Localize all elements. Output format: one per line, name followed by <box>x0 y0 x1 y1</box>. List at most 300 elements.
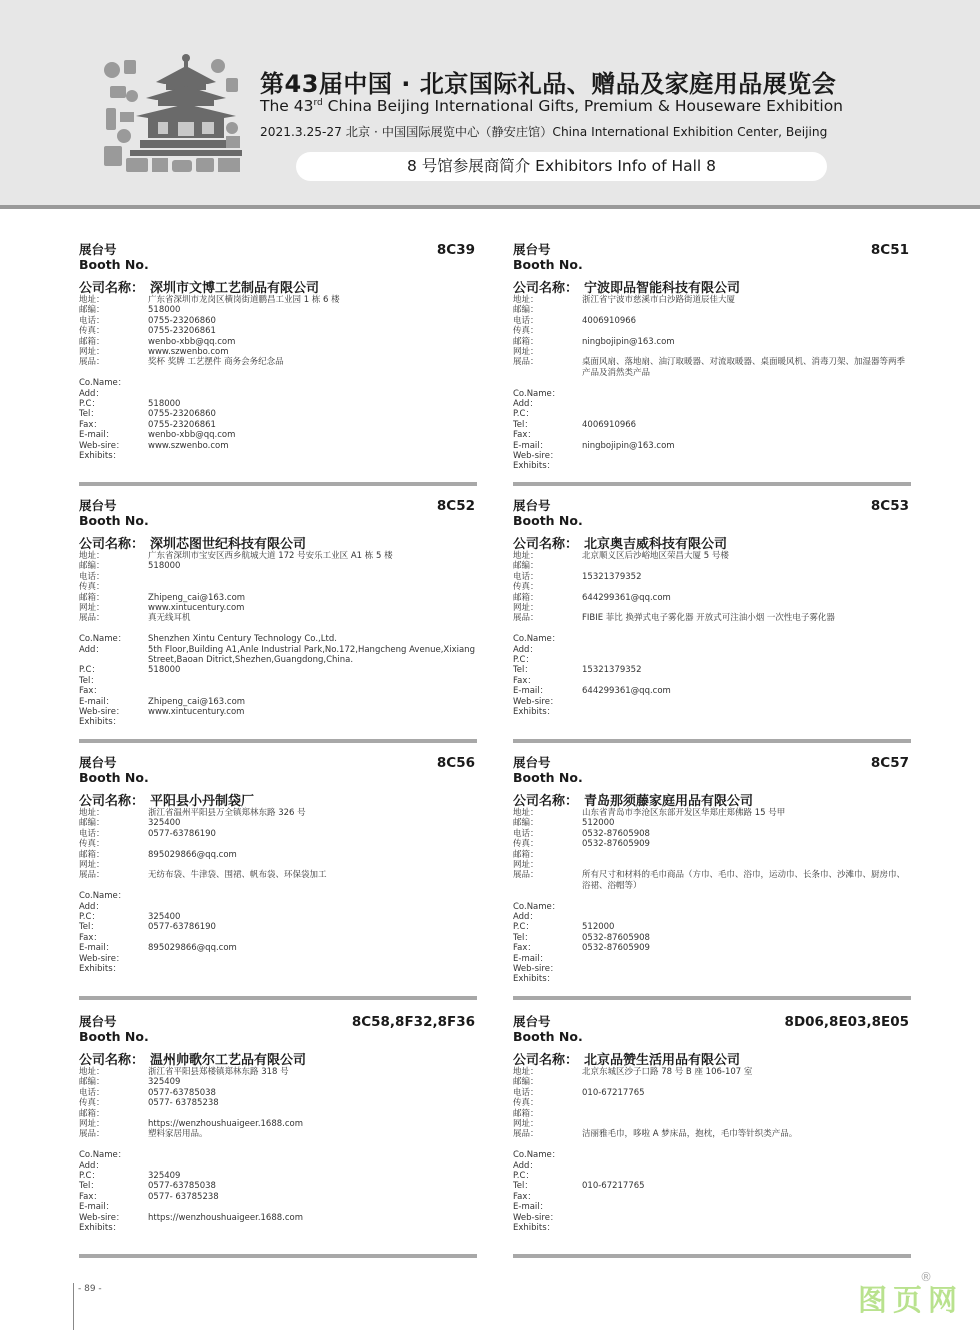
field-value: 4006910966 <box>582 315 637 326</box>
field-web <box>513 347 911 357</box>
field-label: 传真： <box>513 326 539 337</box>
field-value: https://wenzhoushuaigeer.1688.com <box>148 1212 304 1223</box>
field-label: 电话： <box>79 315 105 326</box>
booth-label-en: Booth No. <box>513 1029 583 1044</box>
booth-label-cn: 展台号 <box>79 498 117 513</box>
field-label: E-mail： <box>79 1202 115 1213</box>
field-gap <box>79 1140 477 1150</box>
field-gap <box>513 378 911 388</box>
field-label: 传真： <box>513 582 539 593</box>
field-value <box>582 347 911 357</box>
page-margin-line <box>73 1283 74 1330</box>
booth-label-cn: 展台号 <box>79 755 117 770</box>
company-label: 公司名称： <box>79 794 145 809</box>
field-pc-en <box>513 922 911 932</box>
field-exhibits-en <box>513 461 911 471</box>
field-tel-en <box>79 676 477 686</box>
field-label: 传真： <box>79 839 105 850</box>
booth-number: 8D06,8E03,8E05 <box>784 1014 909 1030</box>
field-label: Exhibits： <box>513 707 556 718</box>
field-tel <box>79 829 477 839</box>
field-value: 895029866@qq.com <box>148 943 237 954</box>
field-label: Tel： <box>79 922 99 933</box>
field-tel <box>79 572 477 582</box>
field-value <box>582 461 911 471</box>
company-name-line <box>513 277 740 296</box>
field-value: 0577- 63785238 <box>148 1098 219 1109</box>
company-name: 北京奥吉威科技有限公司 <box>584 537 728 552</box>
field-value: wenbo-xbb@qq.com <box>148 336 236 347</box>
field-label: Tel： <box>513 665 533 676</box>
contact-fields <box>79 808 477 974</box>
field-label: Add： <box>79 1160 104 1171</box>
card-separator <box>79 739 477 743</box>
booth-label-cn: 展台号 <box>79 242 117 257</box>
field-addr <box>513 808 911 818</box>
field-value <box>582 912 911 922</box>
field-label: Web-sire： <box>513 451 559 462</box>
field-label: 展品： <box>513 1129 539 1140</box>
field-label: 地址： <box>79 551 105 561</box>
field-value <box>148 451 477 461</box>
contact-fields <box>513 1067 911 1233</box>
field-value <box>582 1161 911 1171</box>
exhibition-logo-icon <box>100 52 242 174</box>
field-label: 邮编： <box>79 1077 105 1088</box>
field-email <box>513 850 911 860</box>
field-label: 邮箱： <box>79 336 105 347</box>
field-gap <box>513 1140 911 1150</box>
field-value <box>148 378 477 388</box>
field-value: 0532-87605909 <box>582 943 650 954</box>
company-label: 公司名称： <box>513 794 579 809</box>
field-email <box>79 337 477 347</box>
field-web-en <box>513 697 911 707</box>
field-value <box>148 860 477 870</box>
field-value <box>148 717 477 727</box>
field-fax-en <box>79 933 477 943</box>
field-value <box>148 902 477 912</box>
field-web <box>513 860 911 870</box>
field-label: 地址： <box>79 295 105 305</box>
company-name-line <box>79 277 319 296</box>
field-label: 地址： <box>513 295 539 305</box>
contact-fields <box>513 295 911 472</box>
field-value <box>582 1150 911 1160</box>
field-value <box>148 1161 477 1171</box>
field-fax <box>513 1098 911 1108</box>
field-value <box>582 1098 911 1108</box>
field-web-en <box>79 954 477 964</box>
field-label: 展品： <box>79 1129 105 1140</box>
field-label: 邮箱： <box>79 1108 105 1119</box>
field-exhibits <box>513 1129 911 1139</box>
field-value: 山东省青岛市李沧区东部开发区华郑庄郑佛路 15 号甲 <box>582 808 786 818</box>
field-label: Co.Name： <box>513 1150 561 1161</box>
field-label: 传真： <box>79 582 105 593</box>
field-value: 518000 <box>148 305 181 316</box>
field-value <box>582 451 911 461</box>
company-label: 公司名称： <box>513 537 579 552</box>
field-tel-en <box>513 420 911 430</box>
field-tel-en <box>79 922 477 932</box>
field-exhibits-en <box>79 1223 477 1233</box>
booth-heading <box>79 242 149 272</box>
company-name: 温州帅歌尔工艺品有限公司 <box>150 1053 307 1068</box>
field-value: FIBIE 菲比 换弹式电子雾化器 开放式可注油小烟 一次性电子雾化器 <box>582 613 835 624</box>
field-label: Web-sire： <box>513 964 559 975</box>
field-label: 电话： <box>79 828 105 839</box>
booth-number: 8C52 <box>436 498 475 514</box>
booth-label-cn: 展台号 <box>79 1014 117 1029</box>
card-separator <box>513 739 911 743</box>
field-label: 网址： <box>79 860 105 871</box>
field-value: 0532-87605908 <box>582 828 650 839</box>
field-email-en <box>513 1202 911 1212</box>
title-en-rest: China Beijing International Gifts, Premium & Houseware Exhibition <box>322 97 844 115</box>
field-label: P.C： <box>513 922 534 933</box>
field-tel <box>513 829 911 839</box>
field-label: 邮编： <box>513 818 539 829</box>
field-fax <box>79 1098 477 1108</box>
field-value: 0532-87605908 <box>582 932 650 943</box>
field-web <box>513 1119 911 1129</box>
company-name-line <box>79 790 254 809</box>
company-name-line <box>513 533 727 552</box>
card-separator <box>79 996 477 1000</box>
contact-fields <box>79 1067 477 1233</box>
field-label: 网址： <box>79 1119 105 1130</box>
field-gap <box>79 368 477 378</box>
field-label: Web-sire： <box>513 1212 559 1223</box>
field-label: Co.Name： <box>513 388 561 399</box>
field-value <box>148 676 477 686</box>
field-gap <box>513 891 911 901</box>
card-separator <box>513 996 911 1000</box>
field-email-en <box>79 1202 477 1212</box>
field-post <box>79 561 477 571</box>
field-label: P.C： <box>79 399 100 410</box>
field-email-en <box>79 430 477 440</box>
field-exhibits <box>79 870 477 880</box>
card-separator <box>79 482 477 486</box>
field-value <box>148 686 477 696</box>
field-value <box>582 1109 911 1119</box>
field-label: 地址： <box>513 808 539 818</box>
field-value: 325409 <box>148 1171 181 1182</box>
field-label: 地址： <box>79 1067 105 1077</box>
field-email-en <box>513 441 911 451</box>
field-label: 展品： <box>513 870 539 881</box>
field-email <box>79 593 477 603</box>
field-exhibits-en <box>513 1223 911 1233</box>
field-value <box>582 430 911 440</box>
booth-heading <box>513 1014 583 1044</box>
field-label: 网址： <box>513 603 539 614</box>
field-co-name-en <box>513 389 911 399</box>
field-label: 电话： <box>513 315 539 326</box>
field-value <box>582 645 911 655</box>
field-label: 传真： <box>513 1098 539 1109</box>
booth-label-en: Booth No. <box>513 257 583 272</box>
field-pc-en <box>79 665 477 675</box>
booth-number: 8C56 <box>436 755 475 771</box>
field-value: ningbojipin@163.com <box>582 440 675 451</box>
company-name-line <box>79 1049 306 1068</box>
field-label: Fax： <box>79 1191 102 1202</box>
field-value <box>148 582 477 592</box>
field-value: 桌面风扇、落地扇、油汀取暖器、对流取暖器、桌面暖风机、消毒刀架、加湿器等两季产品及消然类产品 <box>582 357 906 378</box>
field-value: 0577-63786190 <box>148 828 216 839</box>
field-value <box>582 707 911 717</box>
field-value: 325400 <box>148 912 181 923</box>
field-label: Web-sire： <box>79 440 125 451</box>
field-pc-en <box>513 1171 911 1181</box>
field-email <box>79 1109 477 1119</box>
watermark: 图页网 <box>858 1283 964 1317</box>
field-label: Add： <box>79 644 104 655</box>
field-value <box>148 933 477 943</box>
field-exhibits <box>513 357 911 378</box>
field-fax-en <box>79 1192 477 1202</box>
company-name: 青岛那须藤家庭用品有限公司 <box>584 794 754 809</box>
header-rule <box>0 205 980 209</box>
field-label: Tel： <box>513 932 533 943</box>
field-value: 010-67217765 <box>582 1181 645 1192</box>
field-label: 网址： <box>513 1119 539 1130</box>
field-addr <box>513 551 911 561</box>
field-email <box>513 337 911 347</box>
field-tel-en <box>79 1181 477 1191</box>
booth-label-en: Booth No. <box>79 1029 149 1044</box>
field-co-name-en <box>79 634 477 644</box>
field-value <box>582 561 911 571</box>
field-label: Tel： <box>513 1181 533 1192</box>
field-label: E-mail： <box>513 953 549 964</box>
field-exhibits <box>513 870 911 891</box>
company-label: 公司名称： <box>513 1053 579 1068</box>
field-addr <box>79 1067 477 1077</box>
field-label: Fax： <box>79 932 102 943</box>
booth-heading <box>79 498 149 528</box>
field-gap <box>79 624 477 634</box>
field-value: 无纺布袋、牛津袋、围裙、帆布袋、环保袋加工 <box>148 870 327 881</box>
booth-label-en: Booth No. <box>79 257 149 272</box>
field-label: 邮编： <box>513 305 539 316</box>
field-label: P.C： <box>79 912 100 923</box>
field-label: 传真： <box>79 1098 105 1109</box>
field-label: Tel： <box>513 419 533 430</box>
field-fax-en <box>513 430 911 440</box>
company-name: 深圳芯图世纪科技有限公司 <box>150 537 307 552</box>
field-value: 010-67217765 <box>582 1087 645 1098</box>
field-label: 展品： <box>79 870 105 881</box>
field-label: Web-sire： <box>79 1212 125 1223</box>
field-value: https://wenzhoushuaigeer.1688.com <box>148 1119 304 1130</box>
field-label: Web-sire： <box>79 953 125 964</box>
contact-fields <box>79 551 477 728</box>
field-value <box>582 850 911 860</box>
field-pc-en <box>513 409 911 419</box>
field-label: Fax： <box>513 675 536 686</box>
field-value <box>582 409 911 419</box>
company-label: 公司名称： <box>79 537 145 552</box>
booth-heading <box>513 498 583 528</box>
page-number: - 89 - <box>78 1284 102 1294</box>
field-value: 0755-23206860 <box>148 315 216 326</box>
field-label: 电话： <box>513 1087 539 1098</box>
field-value <box>148 839 477 849</box>
field-label: Add： <box>79 901 104 912</box>
field-co-name-en <box>513 1150 911 1160</box>
field-label: Fax： <box>79 686 102 697</box>
field-value <box>582 326 911 336</box>
field-value: 0577- 63785238 <box>148 1191 219 1202</box>
field-tel <box>513 1088 911 1098</box>
field-post <box>513 818 911 828</box>
field-email-en <box>79 943 477 953</box>
booth-number: 8C39 <box>436 242 475 258</box>
field-value <box>582 676 911 686</box>
field-value: 895029866@qq.com <box>148 849 237 860</box>
field-label: Tel： <box>79 675 99 686</box>
field-pc-en <box>513 655 911 665</box>
field-label: Web-sire： <box>513 696 559 707</box>
title-en-superscript: rd <box>313 98 323 108</box>
field-label: Co.Name： <box>513 901 561 912</box>
field-label: 展品： <box>513 613 539 624</box>
field-value: wenbo-xbb@qq.com <box>148 430 236 441</box>
field-label: E-mail： <box>513 440 549 451</box>
field-value: 北京顺义区后沙峪地区荣昌大厦 5 号楼 <box>582 551 729 561</box>
field-web <box>79 347 477 357</box>
field-add-en <box>79 389 477 399</box>
field-value: 0755-23206861 <box>148 419 216 430</box>
field-value <box>148 389 477 399</box>
field-label: 展品： <box>79 357 105 368</box>
field-value: 0755-23206860 <box>148 409 216 420</box>
field-add-en <box>513 645 911 655</box>
field-value: 15321379352 <box>582 571 642 582</box>
field-fax-en <box>79 686 477 696</box>
field-post <box>513 1077 911 1087</box>
exhibition-date-venue: 2021.3.25-27 北京 · 中国国际展览中心（静安庄馆）China International Exhibition Center, Beijing <box>260 125 828 139</box>
title-en-prefix: The 43 <box>260 97 314 115</box>
field-label: E-mail： <box>79 696 115 707</box>
field-value <box>148 1223 477 1233</box>
company-name-line <box>79 533 306 552</box>
field-value <box>582 1202 911 1212</box>
field-exhibits-en <box>79 451 477 461</box>
company-name-line <box>513 790 753 809</box>
booth-heading <box>79 755 149 785</box>
field-label: Exhibits： <box>79 451 122 462</box>
field-value <box>582 1077 911 1087</box>
field-value <box>582 860 911 870</box>
field-label: Co.Name： <box>513 634 561 645</box>
company-name-line <box>513 1049 740 1068</box>
field-label: P.C： <box>513 1171 534 1182</box>
field-label: P.C： <box>513 655 534 666</box>
field-label: 邮编： <box>513 1077 539 1088</box>
field-label: 邮箱： <box>513 1108 539 1119</box>
field-label: 地址： <box>79 808 105 818</box>
booth-label-cn: 展台号 <box>513 755 551 770</box>
booth-number: 8C53 <box>870 498 909 514</box>
field-value: www.szwenbo.com <box>148 347 229 358</box>
field-add-en <box>513 1161 911 1171</box>
field-pc-en <box>79 912 477 922</box>
field-value: 0577-63786190 <box>148 922 216 933</box>
field-tel <box>79 316 477 326</box>
field-label: 电话： <box>79 1087 105 1098</box>
field-label: 网址： <box>513 860 539 871</box>
field-email <box>513 1109 911 1119</box>
field-exhibits-en <box>79 717 477 727</box>
field-value <box>582 1213 911 1223</box>
field-value: 北京东城区沙子口路 78 号 B 座 106-107 室 <box>582 1067 753 1077</box>
field-add-en <box>79 902 477 912</box>
field-co-name-en <box>79 1150 477 1160</box>
field-label: Exhibits： <box>513 461 556 472</box>
field-fax-en <box>79 420 477 430</box>
field-addr <box>79 551 477 561</box>
company-name: 平阳县小丹制袋厂 <box>150 794 255 809</box>
booth-number: 8C51 <box>870 242 909 258</box>
field-value <box>582 634 911 644</box>
contact-fields <box>79 295 477 461</box>
booth-number: 8C57 <box>870 755 909 771</box>
company-name: 北京品赞生活用品有限公司 <box>584 1053 741 1068</box>
field-label: Exhibits： <box>513 1223 556 1234</box>
field-value <box>582 954 911 964</box>
field-value <box>582 1192 911 1202</box>
field-value <box>582 603 911 613</box>
field-label: 展品： <box>513 357 539 368</box>
booth-label-cn: 展台号 <box>513 498 551 513</box>
field-co-name-en <box>513 634 911 644</box>
field-gap <box>79 881 477 891</box>
card-separator <box>79 1254 477 1258</box>
field-value <box>582 305 911 315</box>
field-value: Zhipeng_cai@163.com <box>148 592 246 603</box>
field-label: Exhibits： <box>79 1223 122 1234</box>
field-pc-en <box>79 1171 477 1181</box>
field-value: 4006910966 <box>582 419 637 430</box>
field-fax <box>79 839 477 849</box>
field-label: 电话： <box>513 828 539 839</box>
field-label: 邮箱： <box>513 592 539 603</box>
field-pc-en <box>79 399 477 409</box>
hall-title: 8 号馆参展商简介 Exhibitors Info of Hall 8 <box>296 152 827 181</box>
field-label: 邮编： <box>79 561 105 572</box>
field-label: 邮箱： <box>513 849 539 860</box>
booth-label-en: Booth No. <box>513 770 583 785</box>
field-co-name-en <box>79 891 477 901</box>
field-label: 邮箱： <box>79 849 105 860</box>
field-label: Add： <box>513 912 538 923</box>
field-addr <box>513 295 911 305</box>
field-label: Fax： <box>513 430 536 441</box>
field-web <box>513 603 911 613</box>
field-web <box>79 603 477 613</box>
field-addr <box>79 808 477 818</box>
field-label: Co.Name： <box>79 378 127 389</box>
field-email-en <box>513 686 911 696</box>
field-value: 512000 <box>582 922 615 933</box>
field-tel-en <box>513 665 911 675</box>
field-web-en <box>79 441 477 451</box>
